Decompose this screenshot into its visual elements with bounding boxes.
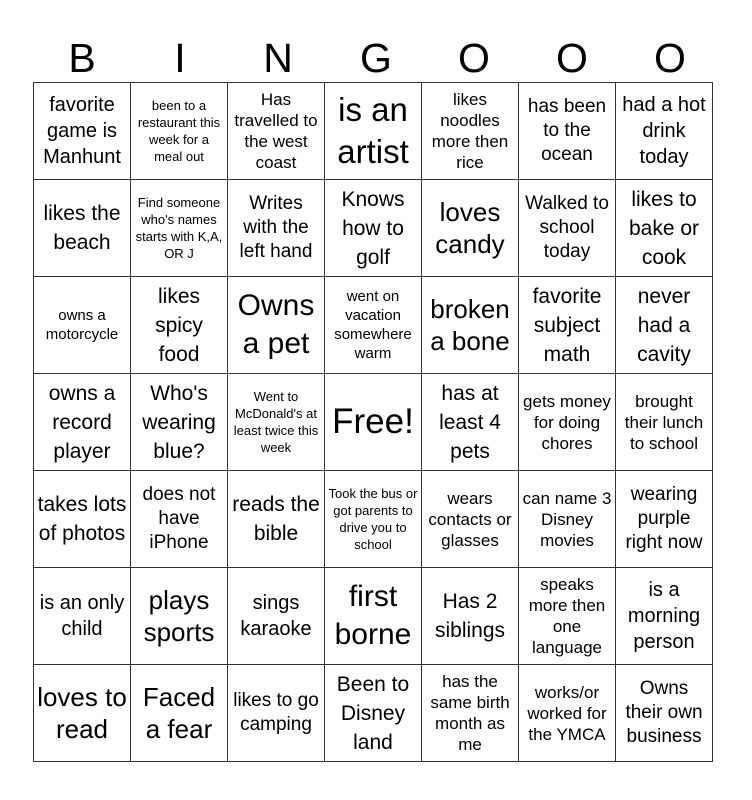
bingo-cell[interactable] <box>325 277 422 374</box>
cell-text: Took the bus or got parents to drive you to school <box>328 486 418 552</box>
cell-text: works/or worked for the YMCA <box>527 682 607 744</box>
cell-text: wears contacts or glasses <box>428 488 512 550</box>
bingo-cell[interactable] <box>422 568 519 665</box>
cell-text: likes noodles more then rice <box>431 90 509 172</box>
bingo-cell[interactable] <box>34 277 131 374</box>
bingo-cell[interactable] <box>616 471 713 568</box>
cell-text: Faced a fear <box>142 682 216 744</box>
bingo-cell[interactable] <box>228 471 325 568</box>
cell-text: favorite game is Manhunt <box>43 94 121 168</box>
header-letter: O <box>458 35 490 81</box>
cell-text: sings karaoke <box>240 592 312 640</box>
bingo-cell[interactable] <box>34 374 131 471</box>
bingo-cell[interactable] <box>34 568 131 665</box>
header-letter: G <box>360 35 392 81</box>
bingo-cell[interactable] <box>422 471 519 568</box>
bingo-cell[interactable] <box>519 568 616 665</box>
bingo-cell[interactable] <box>325 471 422 568</box>
cell-text: likes to bake or cook <box>628 187 700 269</box>
bingo-cell[interactable] <box>519 471 616 568</box>
cell-text: likes to go camping <box>233 690 319 735</box>
bingo-cell[interactable] <box>519 83 616 180</box>
bingo-cell[interactable] <box>131 83 228 180</box>
bingo-cell[interactable] <box>519 277 616 374</box>
bingo-cell[interactable] <box>228 568 325 665</box>
bingo-cell[interactable] <box>34 665 131 762</box>
bingo-cell[interactable] <box>34 83 131 180</box>
grid-row <box>34 180 713 277</box>
cell-text: Writes with the left hand <box>239 193 313 262</box>
bingo-cell[interactable] <box>34 180 131 277</box>
bingo-cell[interactable] <box>325 665 422 762</box>
bingo-cell[interactable] <box>422 374 519 471</box>
cell-text: owns a record player <box>48 381 116 463</box>
cell-text: has at least 4 pets <box>439 381 501 463</box>
bingo-cell[interactable] <box>325 180 422 277</box>
bingo-cell[interactable] <box>519 374 616 471</box>
cell-text: plays sports <box>143 585 215 647</box>
grid-row <box>34 83 713 180</box>
bingo-cell[interactable] <box>228 277 325 374</box>
cell-text: Has 2 siblings <box>434 590 506 642</box>
header-letter: I <box>174 35 186 81</box>
bingo-cell[interactable] <box>422 83 519 180</box>
bingo-cell[interactable] <box>325 83 422 180</box>
cell-text: likes spicy food <box>155 284 203 366</box>
cell-text: brought their lunch to school <box>624 391 704 453</box>
cell-text: loves candy <box>435 197 505 259</box>
bingo-cell[interactable] <box>422 277 519 374</box>
cell-text: is an artist <box>337 91 409 170</box>
bingo-cell[interactable] <box>519 180 616 277</box>
bingo-grid <box>33 82 713 762</box>
cell-text: owns a motorcycle <box>45 307 119 343</box>
cell-text: Owns their own business <box>625 678 703 747</box>
cell-text: first borne <box>334 580 412 651</box>
bingo-cell[interactable] <box>519 665 616 762</box>
bingo-header <box>33 34 719 82</box>
grid-row <box>34 374 713 471</box>
bingo-cell[interactable] <box>131 665 228 762</box>
cell-text: broken a bone <box>430 294 510 356</box>
cell-text: takes lots of photos <box>37 493 127 545</box>
free-space-text: Free! <box>332 402 414 441</box>
bingo-cell[interactable] <box>616 374 713 471</box>
cell-text: likes the beach <box>43 202 121 254</box>
bingo-cell[interactable] <box>228 180 325 277</box>
cell-text: Find someone who's names starts with K,A, OR J <box>135 195 223 261</box>
cell-text: can name 3 Disney movies <box>522 488 612 550</box>
cell-text: reads the bible <box>232 493 320 545</box>
header-letter: O <box>654 35 686 81</box>
bingo-cell[interactable] <box>131 180 228 277</box>
bingo-cell[interactable] <box>616 83 713 180</box>
cell-text: went on vacation somewhere warm <box>334 288 412 362</box>
cell-text: does not have iPhone <box>142 484 216 553</box>
bingo-cell[interactable] <box>131 374 228 471</box>
bingo-cell[interactable] <box>616 665 713 762</box>
bingo-cell free-space[interactable] <box>325 374 422 471</box>
cell-text: Who's wearing blue? <box>142 381 216 463</box>
bingo-cell[interactable] <box>422 180 519 277</box>
cell-text: had a hot drink today <box>622 94 706 168</box>
grid-row <box>34 471 713 568</box>
bingo-cell[interactable] <box>34 471 131 568</box>
bingo-cell[interactable] <box>325 568 422 665</box>
grid-row <box>34 568 713 665</box>
header-letter: B <box>68 35 96 81</box>
bingo-cell[interactable] <box>131 277 228 374</box>
bingo-cell[interactable] <box>422 665 519 762</box>
cell-text: Owns a pet <box>237 289 315 360</box>
cell-text: has been to the ocean <box>527 96 607 165</box>
cell-text: Knows how to golf <box>341 187 405 269</box>
cell-text: Went to McDonald's at least twice this week <box>233 389 319 455</box>
header-letter: N <box>263 35 293 81</box>
bingo-cell[interactable] <box>228 83 325 180</box>
bingo-cell[interactable] <box>131 471 228 568</box>
grid-row <box>34 665 713 762</box>
bingo-cell[interactable] <box>228 665 325 762</box>
grid-row <box>34 277 713 374</box>
cell-text: wearing purple right now <box>625 484 703 553</box>
bingo-cell[interactable] <box>131 568 228 665</box>
header-letter: O <box>556 35 588 81</box>
bingo-cell[interactable] <box>616 277 713 374</box>
cell-text: Been to Disney land <box>336 672 410 754</box>
cell-text: gets money for doing chores <box>523 391 611 453</box>
cell-text: never had a cavity <box>637 284 691 366</box>
cell-text: Has travelled to the west coast <box>234 90 318 172</box>
cell-text: Walked to school today <box>525 193 609 262</box>
cell-text: favorite subject math <box>532 284 602 366</box>
bingo-cell[interactable] <box>616 568 713 665</box>
bingo-cell[interactable] <box>228 374 325 471</box>
cell-text: been to a restaurant this week for a meal out <box>137 98 221 164</box>
bingo-cell[interactable] <box>616 180 713 277</box>
cell-text: is an only child <box>39 592 125 640</box>
cell-text: is a morning person <box>627 579 701 653</box>
cell-text: has the same birth month as me <box>430 672 510 754</box>
cell-text: speaks more then one language <box>528 575 606 657</box>
cell-text: loves to read <box>37 682 127 744</box>
